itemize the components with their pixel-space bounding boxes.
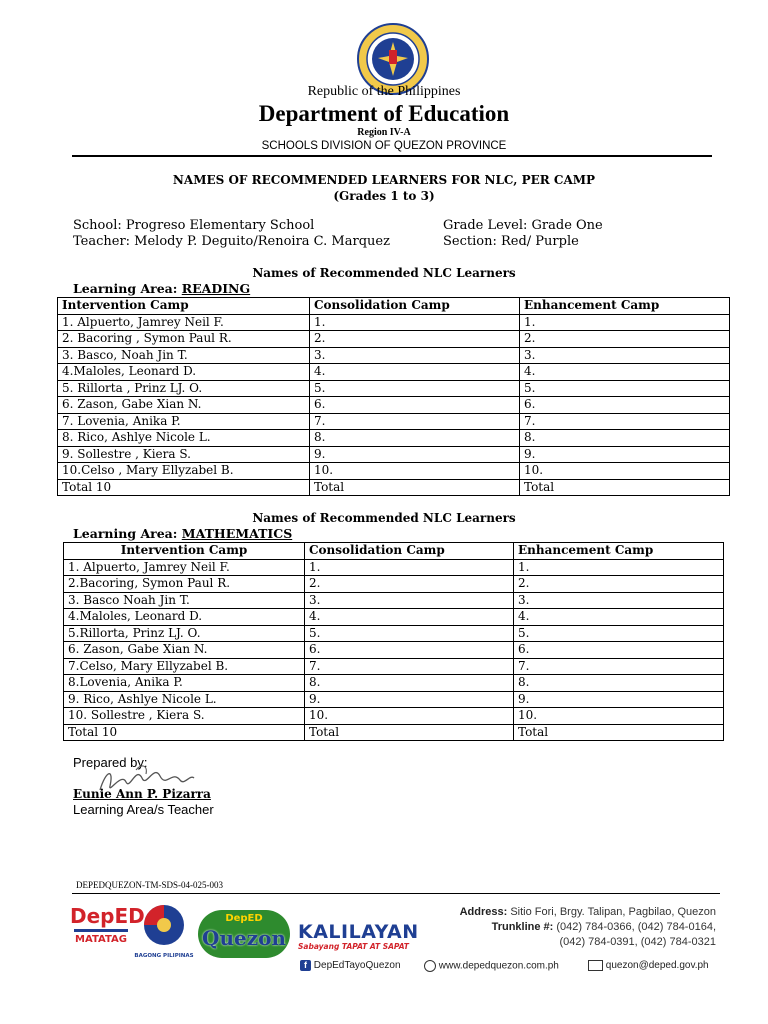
table-cell: 3. Basco Noah Jin T. — [64, 592, 305, 609]
teacher-info: Teacher: Melody P. Deguito/Renoira C. Marquez — [73, 234, 390, 249]
table-cell: 4.Maloles, Leonard D. — [58, 364, 310, 381]
learning-area-prefix: Learning Area: — [73, 526, 182, 541]
table-cell: 10. Sollestre , Kiera S. — [64, 708, 305, 725]
math-section-title: Names of Recommended NLC Learners — [252, 511, 516, 525]
table-row — [64, 642, 724, 659]
facebook-handle: DepEdTayoQuezon — [313, 960, 401, 972]
table-cell: 8. — [514, 675, 724, 692]
section-info: Section: Red/ Purple — [443, 234, 579, 249]
preparer-name: Eunie Ann P. Pizarra — [73, 787, 211, 801]
table-row — [58, 430, 730, 447]
table-cell: 6. — [514, 642, 724, 659]
table-cell: 1. — [514, 559, 724, 576]
table-cell: 7. — [514, 658, 724, 675]
table-cell: 3. — [514, 592, 724, 609]
document-title-line1: NAMES OF RECOMMENDED LEARNERS FOR NLC, PER CAMP — [172, 173, 596, 187]
table-cell: 4. — [310, 364, 520, 381]
footer-trunkline — [492, 920, 716, 935]
reading-table — [57, 297, 730, 496]
email-contact[interactable] — [588, 960, 709, 971]
table-cell: 6. — [310, 397, 520, 414]
table-cell: 6. — [520, 397, 730, 414]
table-cell: 5. Rillorta , Prinz LJ. O. — [58, 380, 310, 397]
table-cell: 8. Rico, Ashlye Nicole L. — [58, 430, 310, 447]
table-cell: 8. — [520, 430, 730, 447]
table-cell: 5. — [514, 625, 724, 642]
table-row — [58, 347, 730, 364]
table-cell: 1. Alpuerto, Jamrey Neil F. — [64, 559, 305, 576]
table-cell: Total — [310, 479, 520, 496]
preparer-role: Learning Area/s Teacher — [73, 802, 214, 817]
division-heading: SCHOOLS DIVISION OF QUEZON PROVINCE — [261, 140, 507, 152]
table-row — [64, 609, 724, 626]
trunkline-numbers-2: (042) 784-0391, (042) 784-0321 — [559, 936, 716, 948]
table-row — [58, 397, 730, 414]
trunkline-label: Trunkline #: — [491, 921, 554, 933]
table-cell: Total — [520, 479, 730, 496]
column-header: Consolidation Camp — [310, 298, 520, 315]
table-cell: Total — [514, 724, 724, 741]
table-header-row — [64, 543, 724, 560]
table-cell: 4. — [514, 609, 724, 626]
deped-quezon-logo — [198, 910, 290, 958]
logo-stripe — [74, 929, 128, 932]
table-cell: 4. — [305, 609, 514, 626]
learning-area-name: MATHEMATICS — [181, 526, 293, 541]
kalilayan-tagline: Sabayang TAPAT AT SAPAT — [298, 942, 409, 951]
table-cell: 7. — [305, 658, 514, 675]
table-cell: 2. — [520, 331, 730, 348]
table-cell: 2.Bacoring, Symon Paul R. — [64, 576, 305, 593]
deped-quezon-bottom-text: Quezon — [202, 926, 286, 950]
table-cell: 2. — [305, 576, 514, 593]
table-cell: 5. — [310, 380, 520, 397]
email-address: quezon@deped.gov.ph — [605, 960, 709, 972]
table-header-row — [58, 298, 730, 315]
grade-level-info: Grade Level: Grade One — [443, 218, 603, 233]
website-contact[interactable] — [424, 960, 559, 972]
column-header: Intervention Camp — [64, 543, 305, 560]
bagong-pilipinas-text: BAGONG PILIPINAS — [134, 953, 194, 959]
table-cell: Total — [305, 724, 514, 741]
kalilayan-logo — [298, 922, 444, 958]
table-cell: 9. — [305, 691, 514, 708]
table-cell: 9. Sollestre , Kiera S. — [58, 446, 310, 463]
table-cell: 3. — [310, 347, 520, 364]
table-cell: 10. — [310, 463, 520, 480]
deped-quezon-top-text: DepED — [225, 913, 263, 924]
kalilayan-text: KALILAYAN — [298, 921, 419, 943]
table-cell: 1. — [310, 314, 520, 331]
table-cell: Total 10 — [64, 724, 305, 741]
department-heading: Department of Education — [258, 101, 510, 126]
table-row — [64, 625, 724, 642]
mail-icon — [588, 960, 603, 971]
document-title-line2: (Grades 1 to 3) — [333, 189, 435, 203]
table-cell: 4.Maloles, Leonard D. — [64, 609, 305, 626]
table-cell: 4. — [520, 364, 730, 381]
table-cell: 5. — [305, 625, 514, 642]
table-cell: 10. — [514, 708, 724, 725]
table-cell: 3. — [520, 347, 730, 364]
bagong-pilipinas-logo — [134, 903, 194, 961]
table-cell: 2. — [310, 331, 520, 348]
table-row — [64, 691, 724, 708]
table-row — [64, 675, 724, 692]
table-row — [58, 331, 730, 348]
facebook-contact[interactable] — [300, 960, 401, 971]
table-row — [58, 364, 730, 381]
deped-matatag-logo — [70, 904, 145, 961]
table-cell: 9. — [310, 446, 520, 463]
table-cell: 8.Lovenia, Anika P. — [64, 675, 305, 692]
table-cell: 6. Zason, Gabe Xian N. — [64, 642, 305, 659]
table-cell: 3. Basco, Noah Jin T. — [58, 347, 310, 364]
table-cell: 2. — [514, 576, 724, 593]
table-cell: 10. — [520, 463, 730, 480]
table-cell: 9. — [520, 446, 730, 463]
table-cell: 7.Celso, Mary Ellyzabel B. — [64, 658, 305, 675]
header-divider — [72, 155, 712, 157]
trunkline-numbers-1: (042) 784-0366, (042) 784-0164, — [553, 921, 716, 933]
facebook-icon: f — [300, 960, 311, 971]
document-code: DEPEDQUEZON-TM-SDS-04-025-003 — [76, 880, 223, 890]
table-cell: Total 10 — [58, 479, 310, 496]
table-cell: 1. — [520, 314, 730, 331]
table-cell: 7. Lovenia, Anika P. — [58, 413, 310, 430]
republic-heading: Republic of the Philippines — [307, 84, 461, 99]
globe-icon — [424, 960, 436, 972]
table-row — [58, 463, 730, 480]
table-cell: 6. Zason, Gabe Xian N. — [58, 397, 310, 414]
table-cell: 1. Alpuerto, Jamrey Neil F. — [58, 314, 310, 331]
table-cell: 3. — [305, 592, 514, 609]
table-cell: 6. — [305, 642, 514, 659]
table-cell: 5.Rillorta, Prinz LJ. O. — [64, 625, 305, 642]
table-cell: 7. — [520, 413, 730, 430]
table-cell: 7. — [310, 413, 520, 430]
table-row — [58, 413, 730, 430]
reading-section-title: Names of Recommended NLC Learners — [252, 266, 516, 280]
total-row — [64, 724, 724, 741]
total-row — [58, 479, 730, 496]
table-cell: 10. — [305, 708, 514, 725]
table-row — [58, 380, 730, 397]
table-row — [58, 314, 730, 331]
learning-area-name: READING — [181, 281, 251, 296]
address-text: Sitio Fori, Brgy. Talipan, Pagbilao, Quezon — [507, 906, 716, 918]
region-heading: Region IV-A — [357, 127, 411, 138]
matatag-logo-text: MATATAG — [75, 934, 127, 945]
column-header: Intervention Camp — [58, 298, 310, 315]
table-row — [64, 658, 724, 675]
column-header: Enhancement Camp — [520, 298, 730, 315]
table-cell: 1. — [305, 559, 514, 576]
document-title — [0, 172, 768, 204]
reading-learning-area — [73, 281, 250, 296]
learning-area-prefix: Learning Area: — [73, 281, 182, 296]
column-header: Consolidation Camp — [305, 543, 514, 560]
table-cell: 8. — [310, 430, 520, 447]
school-info: School: Progreso Elementary School — [73, 218, 315, 233]
table-cell: 10.Celso , Mary Ellyzabel B. — [58, 463, 310, 480]
table-row — [64, 576, 724, 593]
footer-address — [460, 905, 716, 920]
footer-divider — [72, 893, 720, 894]
table-cell: 9. Rico, Ashlye Nicole L. — [64, 691, 305, 708]
table-row — [64, 592, 724, 609]
math-learning-area — [73, 526, 292, 541]
table-cell: 2. Bacoring , Symon Paul R. — [58, 331, 310, 348]
column-header: Enhancement Camp — [514, 543, 724, 560]
bagong-pilipinas-icon — [134, 903, 194, 949]
website-url: www.depedquezon.com.ph — [438, 960, 559, 972]
table-row — [58, 446, 730, 463]
table-cell: 9. — [514, 691, 724, 708]
table-cell: 5. — [520, 380, 730, 397]
table-cell: 8. — [305, 675, 514, 692]
address-label: Address: — [459, 906, 508, 918]
table-row — [64, 559, 724, 576]
table-row — [64, 708, 724, 725]
math-table — [63, 542, 724, 741]
deped-logo-text: DepED — [70, 904, 145, 928]
prepared-by-label: Prepared by: — [73, 755, 148, 770]
